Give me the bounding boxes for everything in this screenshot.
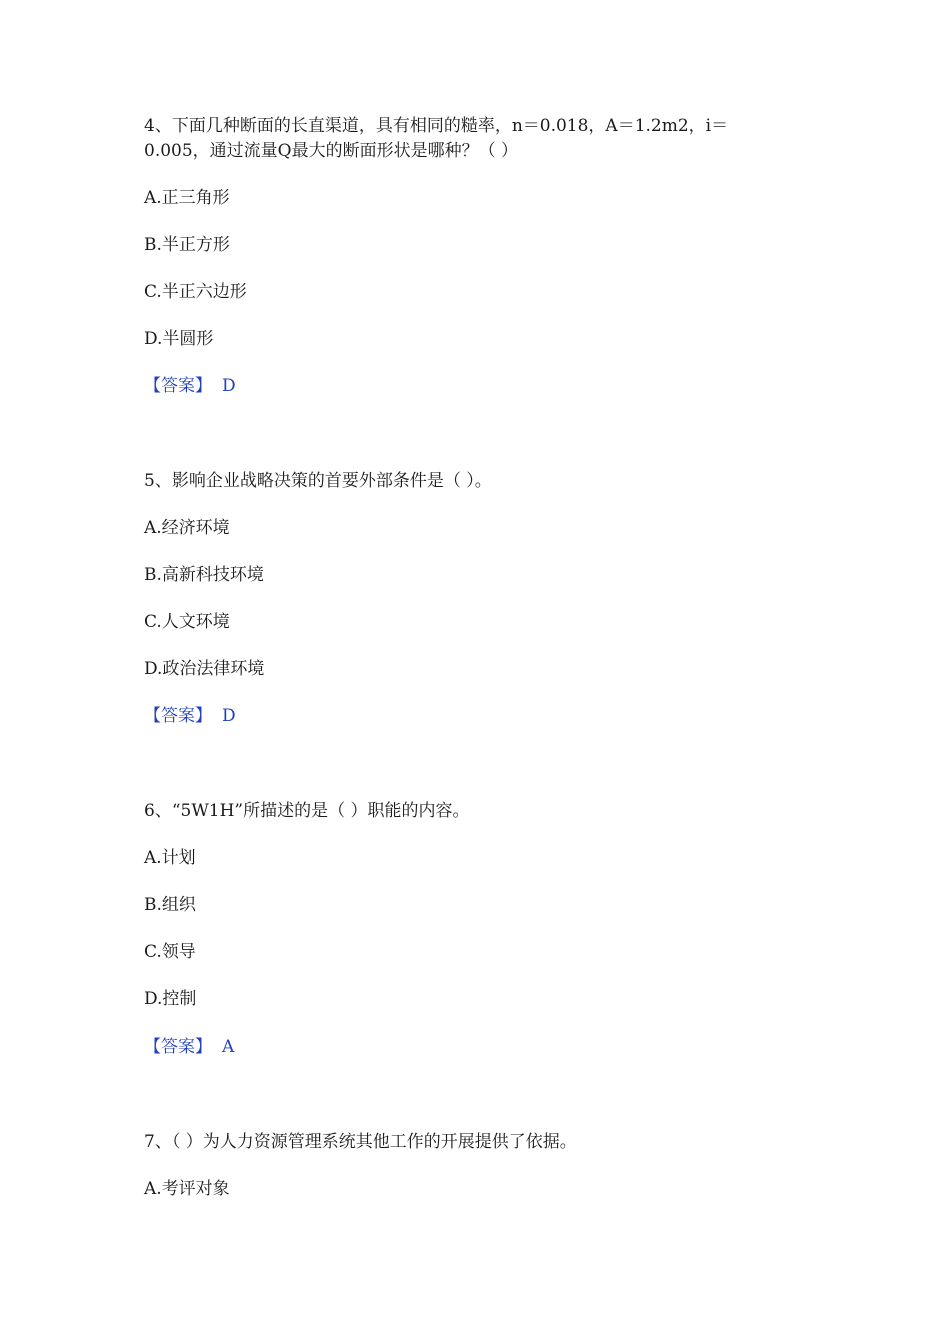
question-4-stem-line2: 0.005，通过流量Q最大的断面形状是哪种？（ ） (144, 141, 519, 161)
question-4-option-d: D.半圆形 (144, 329, 214, 349)
question-4-stem-line1: 4、下面几种断面的长直渠道，具有相同的糙率，n＝0.018，A＝1.2m2，i＝ (144, 116, 729, 136)
question-5-option-a: A.经济环境 (144, 518, 230, 538)
question-5-answer (144, 704, 236, 728)
question-5-option-d: D.政治法律环境 (144, 659, 265, 679)
question-6-stem: 6、“5W1H”所描述的是（ ）职能的内容。 (144, 801, 470, 821)
answer-value: D (222, 706, 236, 726)
question-5-stem: 5、影响企业战略决策的首要外部条件是（ ）。 (144, 471, 492, 491)
answer-label: 【答案】 (144, 376, 212, 396)
question-5-option-b: B.高新科技环境 (144, 565, 264, 585)
question-4-option-b: B.半正方形 (144, 235, 230, 255)
question-4-option-a: A.正三角形 (144, 188, 230, 208)
answer-value: A (222, 1037, 235, 1057)
question-7-stem: 7、（ ）为人力资源管理系统其他工作的开展提供了依据。 (144, 1132, 577, 1152)
answer-label: 【答案】 (144, 706, 212, 726)
question-4-answer (144, 374, 236, 398)
question-6-option-c: C.领导 (144, 942, 196, 962)
question-4-option-c: C.半正六边形 (144, 282, 247, 302)
question-6-option-b: B.组织 (144, 895, 196, 915)
question-7-option-a: A.考评对象 (144, 1179, 230, 1199)
answer-label: 【答案】 (144, 1037, 212, 1057)
question-6-option-d: D.控制 (144, 989, 197, 1009)
question-6-option-a: A.计划 (144, 848, 196, 868)
question-6-answer (144, 1035, 234, 1059)
question-5-option-c: C.人文环境 (144, 612, 230, 632)
answer-value: D (222, 376, 236, 396)
